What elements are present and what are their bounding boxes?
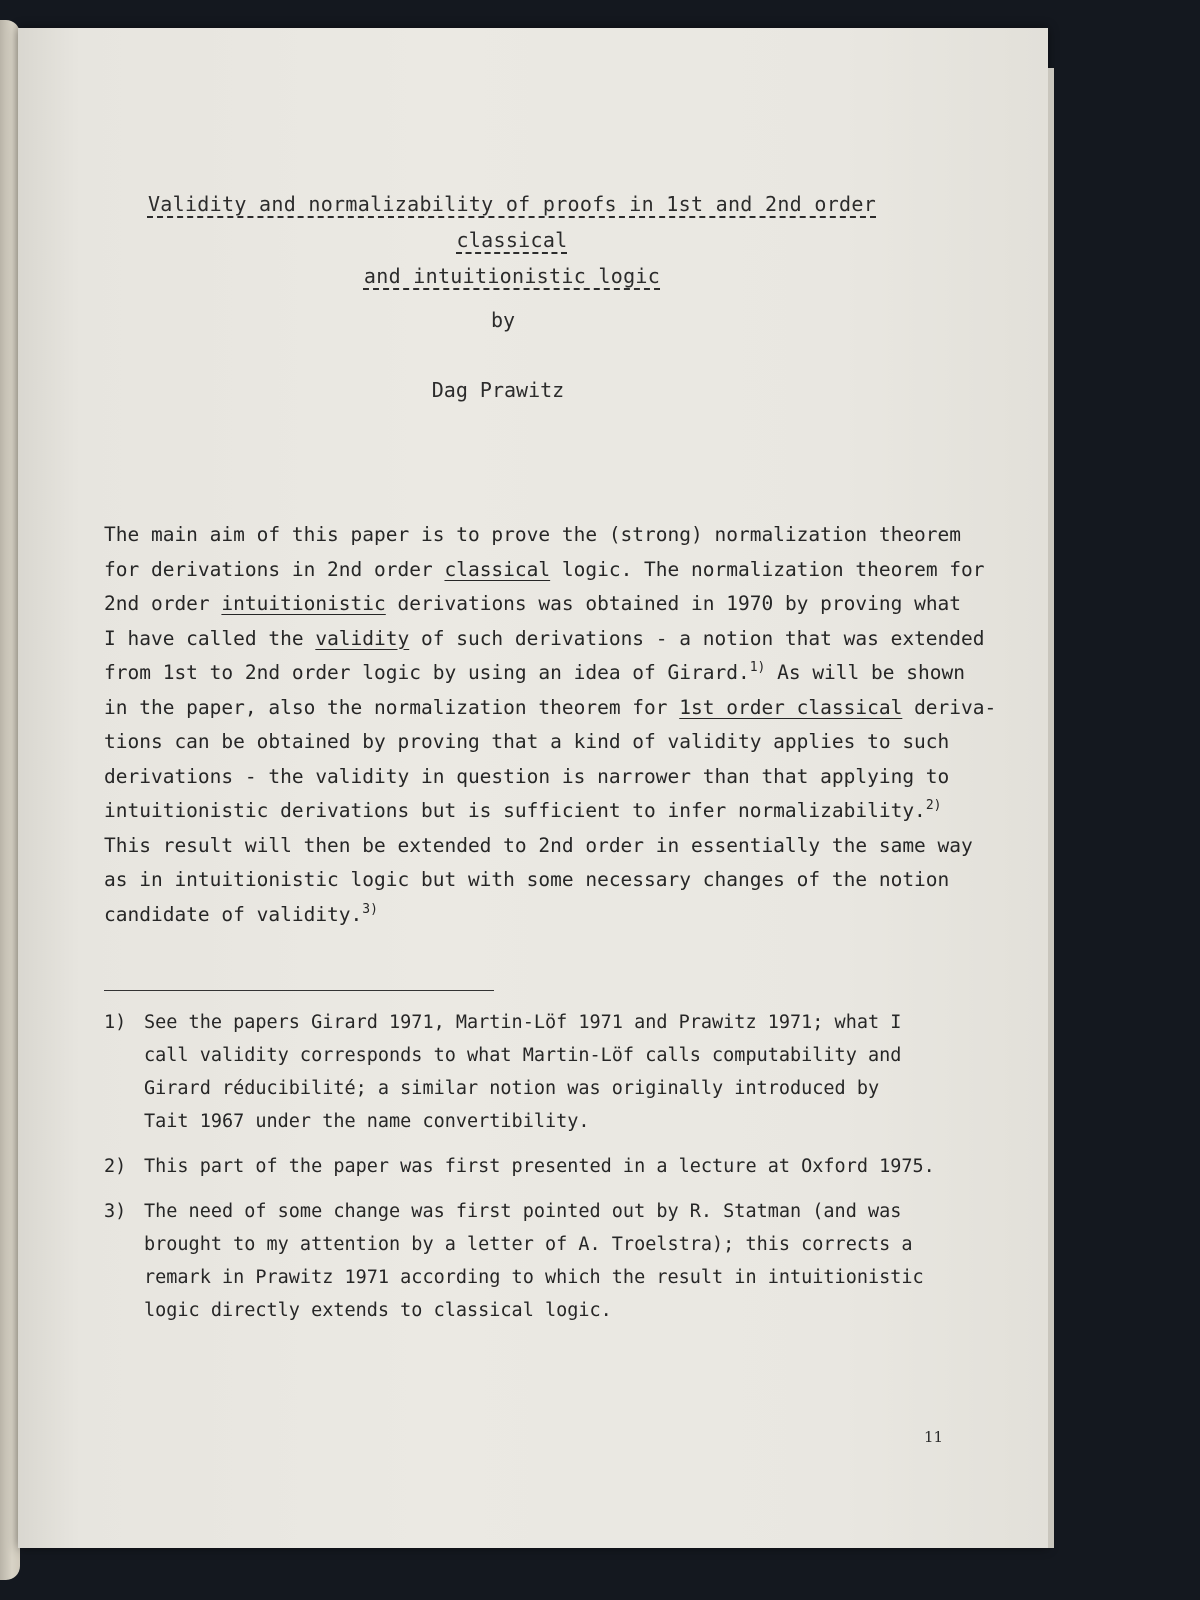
underlined-term: classical [444, 557, 551, 581]
footnote-line: call validity corresponds to what Martin-Löf calls computability and [144, 1045, 902, 1066]
body-text-segment: The main aim of this paper is to prove the (strong) normalization theorem [104, 523, 962, 546]
footnote-line: remark in Prawitz 1971 according to which the result in intuitionistic [144, 1267, 924, 1288]
paper-title [102, 186, 922, 294]
body-text-segment: as in intuitionistic logic but with some necessary changes of the notion [104, 868, 950, 891]
body-text-segment: derivations - the validity in question is narrower than that applying to [104, 764, 950, 788]
body-text-segment: from 1st to 2nd order logic by using an idea of Girard. [104, 661, 750, 684]
footnote-line: The need of some change was first pointed out by R. Statman (and was [144, 1201, 902, 1222]
by-line: by [490, 308, 516, 332]
footnote-line: brought to my attention by a letter of A. Troelstra); this corrects a [144, 1234, 913, 1255]
footnotes [104, 1006, 944, 1339]
body-line [104, 725, 964, 760]
body-text-segment: tions can be obtained by proving that a kind of validity applies to such [104, 730, 950, 753]
body-text-segment: for derivations in 2nd order [104, 557, 445, 581]
body-line [104, 794, 964, 829]
page-number: 11 [924, 1428, 944, 1446]
body-text-segment: 2nd order [104, 592, 222, 615]
underlined-term: 1st order classical [679, 695, 903, 719]
body-text-segment: candidate of validity. [104, 902, 363, 926]
body-line [104, 656, 964, 691]
body-line [104, 587, 964, 622]
body-line [104, 898, 964, 933]
body-text-segment: of such derivations - a notion that was extended [409, 626, 985, 650]
book-page [18, 28, 1048, 1548]
body-line [104, 760, 964, 795]
underlined-term: validity [315, 626, 410, 650]
body-line [104, 829, 973, 864]
underlined-term: intuitionistic [221, 592, 386, 615]
footnote-reference: 2) [925, 798, 942, 813]
footnote-line: This part of the paper was first presented in a lecture at Oxford 1975. [144, 1156, 935, 1177]
footnote-line: Girard réducibilité; a similar notion was originally introduced by [144, 1078, 880, 1099]
facing-page-edge [0, 20, 20, 1580]
page-stack-edge [1048, 68, 1054, 1548]
footnote-text [144, 1006, 944, 1138]
footnote-line: logic directly extends to classical logic. [144, 1300, 612, 1321]
body-line [104, 863, 964, 898]
footnote-number: 3) [104, 1201, 127, 1222]
footnote-text [144, 1195, 944, 1327]
body-line [104, 691, 997, 726]
title-line-2: and intuitionistic logic [363, 264, 661, 288]
footnote-number: 2) [104, 1156, 127, 1177]
body-text-segment: logic. The normalization theorem for [550, 557, 985, 581]
footnote-reference: 1) [749, 660, 766, 675]
body-text-segment: in the paper, also the normalization theorem for [104, 695, 680, 719]
footnote-number: 1) [104, 1012, 127, 1033]
body-line [104, 622, 985, 657]
abstract-paragraph [104, 518, 997, 932]
author-name: Dag Prawitz [431, 378, 565, 402]
body-text-segment: As will be shown [765, 661, 965, 684]
body-line [104, 553, 985, 588]
footnote-text [144, 1150, 944, 1183]
body-text-segment: intuitionistic derivations but is sufficient to infer normalizability. [104, 799, 926, 822]
footnote [104, 1006, 944, 1138]
footnote-rule [104, 990, 494, 991]
footnote-line: See the papers Girard 1971, Martin-Löf 1971 and Prawitz 1971; what I [144, 1012, 902, 1033]
body-text-segment: I have called the [104, 626, 316, 650]
footnote [104, 1150, 944, 1183]
body-text-segment: derivations was obtained in 1970 by proving what [385, 592, 962, 615]
body-line [104, 518, 964, 553]
footnote [104, 1195, 944, 1327]
title-line-1: Validity and normalizability of proofs in 1st and 2nd order classical [147, 192, 877, 252]
body-text-segment: This result will then be extended to 2nd order in essentially the same way [104, 833, 973, 857]
footnote-reference: 3) [362, 901, 378, 917]
footnote-line: Tait 1967 under the name convertibility. [144, 1111, 590, 1132]
body-text-segment: deriva- [902, 695, 997, 719]
